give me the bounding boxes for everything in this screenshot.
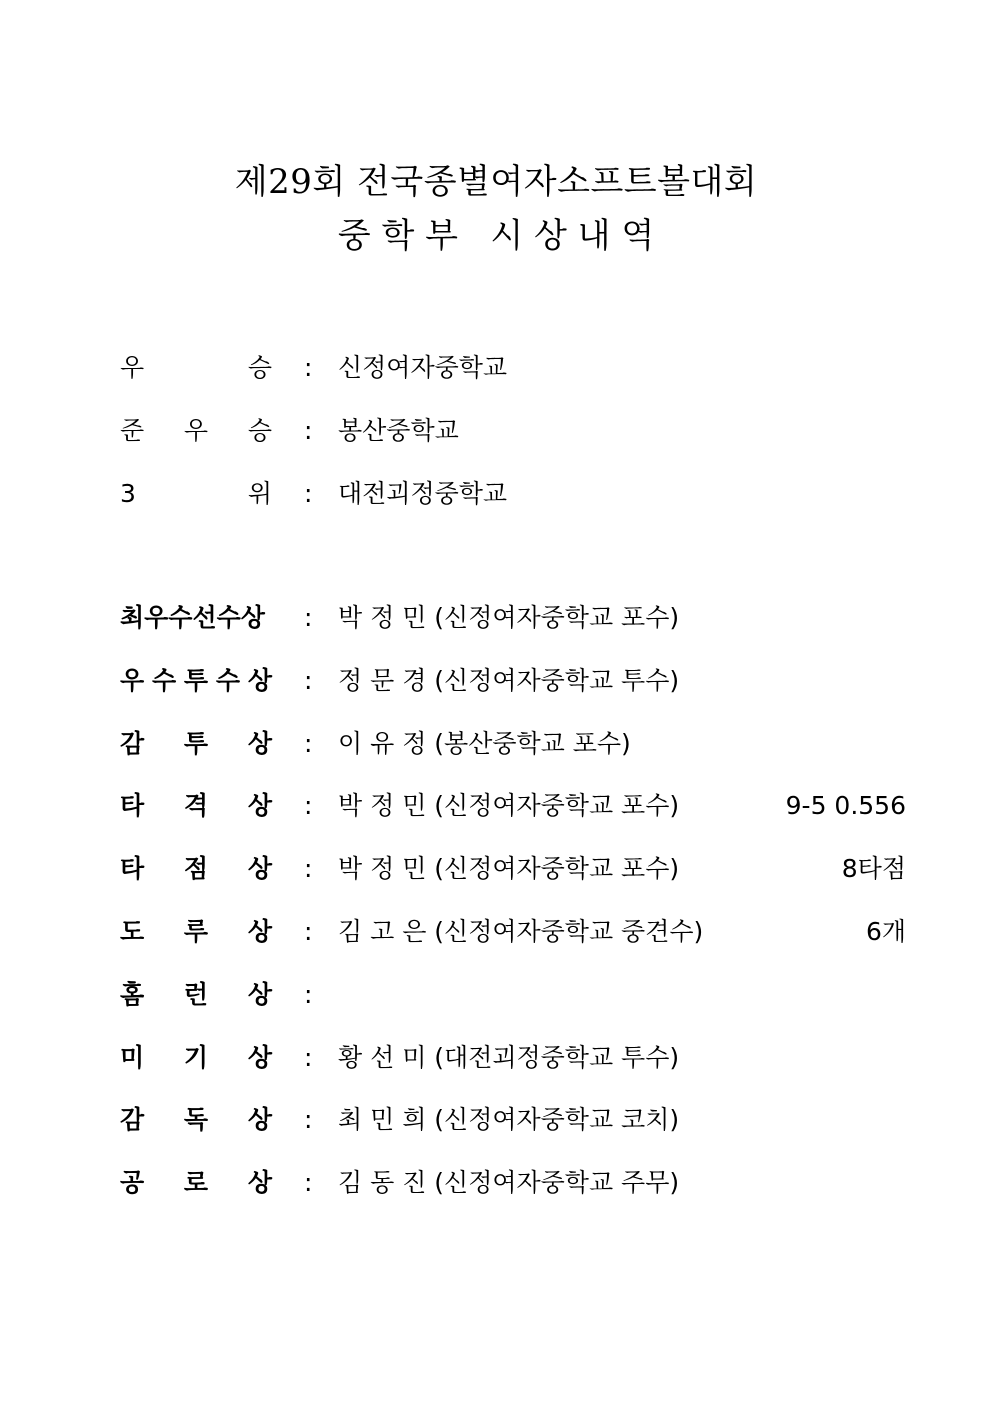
award-label: [120, 786, 272, 826]
label-char: 투: [183, 665, 209, 695]
label-char: 상: [247, 1105, 272, 1135]
award-label: [120, 598, 272, 638]
label-char: 수: [151, 665, 177, 695]
ranking-team: 봉산중학교: [338, 416, 459, 445]
award-recipient: 최 민 희 (신정여자중학교 코치): [338, 1105, 680, 1135]
award-row: [0, 975, 992, 1015]
award-label: [120, 912, 272, 952]
ranking-label: [120, 411, 272, 451]
label-char: 로: [183, 1168, 209, 1198]
award-label: [120, 724, 272, 764]
award-stat: 8타점: [841, 854, 906, 884]
separator-colon: :: [304, 416, 313, 445]
label-char: 상: [247, 917, 272, 946]
label-char: 수: [215, 665, 241, 695]
award-row: [0, 912, 992, 952]
label-char: 홈: [120, 979, 145, 1009]
award-label: [120, 849, 272, 889]
ranking-row: [0, 411, 992, 451]
award-label: [120, 975, 272, 1015]
label-char: 3: [120, 479, 136, 508]
award-stat: 9-5 0.556: [785, 791, 906, 821]
award-row: [0, 598, 992, 638]
ranking-team: 대전괴정중학교: [338, 479, 508, 508]
label-char: 미: [120, 1042, 145, 1072]
award-stat: 6개: [865, 917, 906, 946]
label-char: 상: [247, 665, 272, 695]
separator-colon: :: [304, 1168, 313, 1198]
label-char: 준: [120, 416, 145, 445]
label-char: 승: [247, 416, 272, 445]
label-char: 상: [247, 854, 272, 884]
label-char: 기: [183, 1042, 209, 1072]
award-recipient: 이 유 정 (봉산중학교 포수): [338, 728, 631, 758]
document-title: 제29회 전국종별여자소프트볼대회: [234, 162, 758, 202]
award-recipient: 김 동 진 (신정여자중학교 주무): [338, 1168, 680, 1198]
award-recipient: 정 문 경 (신정여자중학교 투수): [338, 665, 680, 695]
ranking-label: [120, 474, 272, 514]
label-char: 감: [120, 1105, 145, 1135]
award-row: [0, 724, 992, 764]
award-label: [120, 661, 272, 701]
separator-colon: :: [304, 353, 313, 382]
label-char: 루: [183, 917, 209, 946]
label-char: 타: [120, 854, 145, 884]
award-row: [0, 1163, 992, 1203]
label-char: 도: [120, 917, 145, 946]
award-row: [0, 1038, 992, 1078]
label-char: 투: [183, 728, 209, 758]
label-char: 최우수선수상: [120, 603, 265, 632]
award-row: [0, 786, 992, 826]
label-char: 위: [247, 479, 272, 508]
separator-colon: :: [304, 854, 313, 884]
label-char: 런: [183, 979, 209, 1009]
award-recipient: 박 정 민 (신정여자중학교 포수): [338, 603, 680, 632]
separator-colon: :: [304, 979, 313, 1009]
ranking-row: [0, 348, 992, 388]
ranking-row: [0, 474, 992, 514]
ranking-team: 신정여자중학교: [338, 353, 508, 382]
separator-colon: :: [304, 1042, 313, 1072]
label-char: 우: [120, 353, 145, 382]
separator-colon: :: [304, 1105, 313, 1135]
label-char: 격: [183, 791, 209, 821]
label-char: 점: [183, 854, 209, 884]
label-char: 상: [247, 979, 272, 1009]
label-char: 공: [120, 1168, 145, 1198]
award-label: [120, 1100, 272, 1140]
award-row: [0, 849, 992, 889]
award-recipient: 김 고 은 (신정여자중학교 중견수): [338, 917, 704, 946]
award-recipient: 박 정 민 (신정여자중학교 포수): [338, 791, 680, 821]
separator-colon: :: [304, 728, 313, 758]
separator-colon: :: [304, 791, 313, 821]
award-label: [120, 1163, 272, 1203]
label-char: 상: [247, 1042, 272, 1072]
award-label: [120, 1038, 272, 1078]
document-subtitle: 중 학 부 시 상 내 역: [337, 216, 655, 256]
label-char: 상: [247, 791, 272, 821]
label-char: 우: [183, 416, 209, 445]
award-recipient: 황 선 미 (대전괴정중학교 투수): [338, 1042, 680, 1072]
award-recipient: 박 정 민 (신정여자중학교 포수): [338, 854, 680, 884]
label-char: 독: [183, 1105, 209, 1135]
separator-colon: :: [304, 479, 313, 508]
separator-colon: :: [304, 665, 313, 695]
separator-colon: :: [304, 917, 313, 946]
label-char: 타: [120, 791, 145, 821]
label-char: 상: [247, 1168, 272, 1198]
label-char: 승: [247, 353, 272, 382]
label-char: 상: [247, 728, 272, 758]
label-char: 우: [120, 665, 145, 695]
award-row: [0, 661, 992, 701]
ranking-label: [120, 348, 272, 388]
award-row: [0, 1100, 992, 1140]
label-char: 감: [120, 728, 145, 758]
separator-colon: :: [304, 603, 313, 632]
